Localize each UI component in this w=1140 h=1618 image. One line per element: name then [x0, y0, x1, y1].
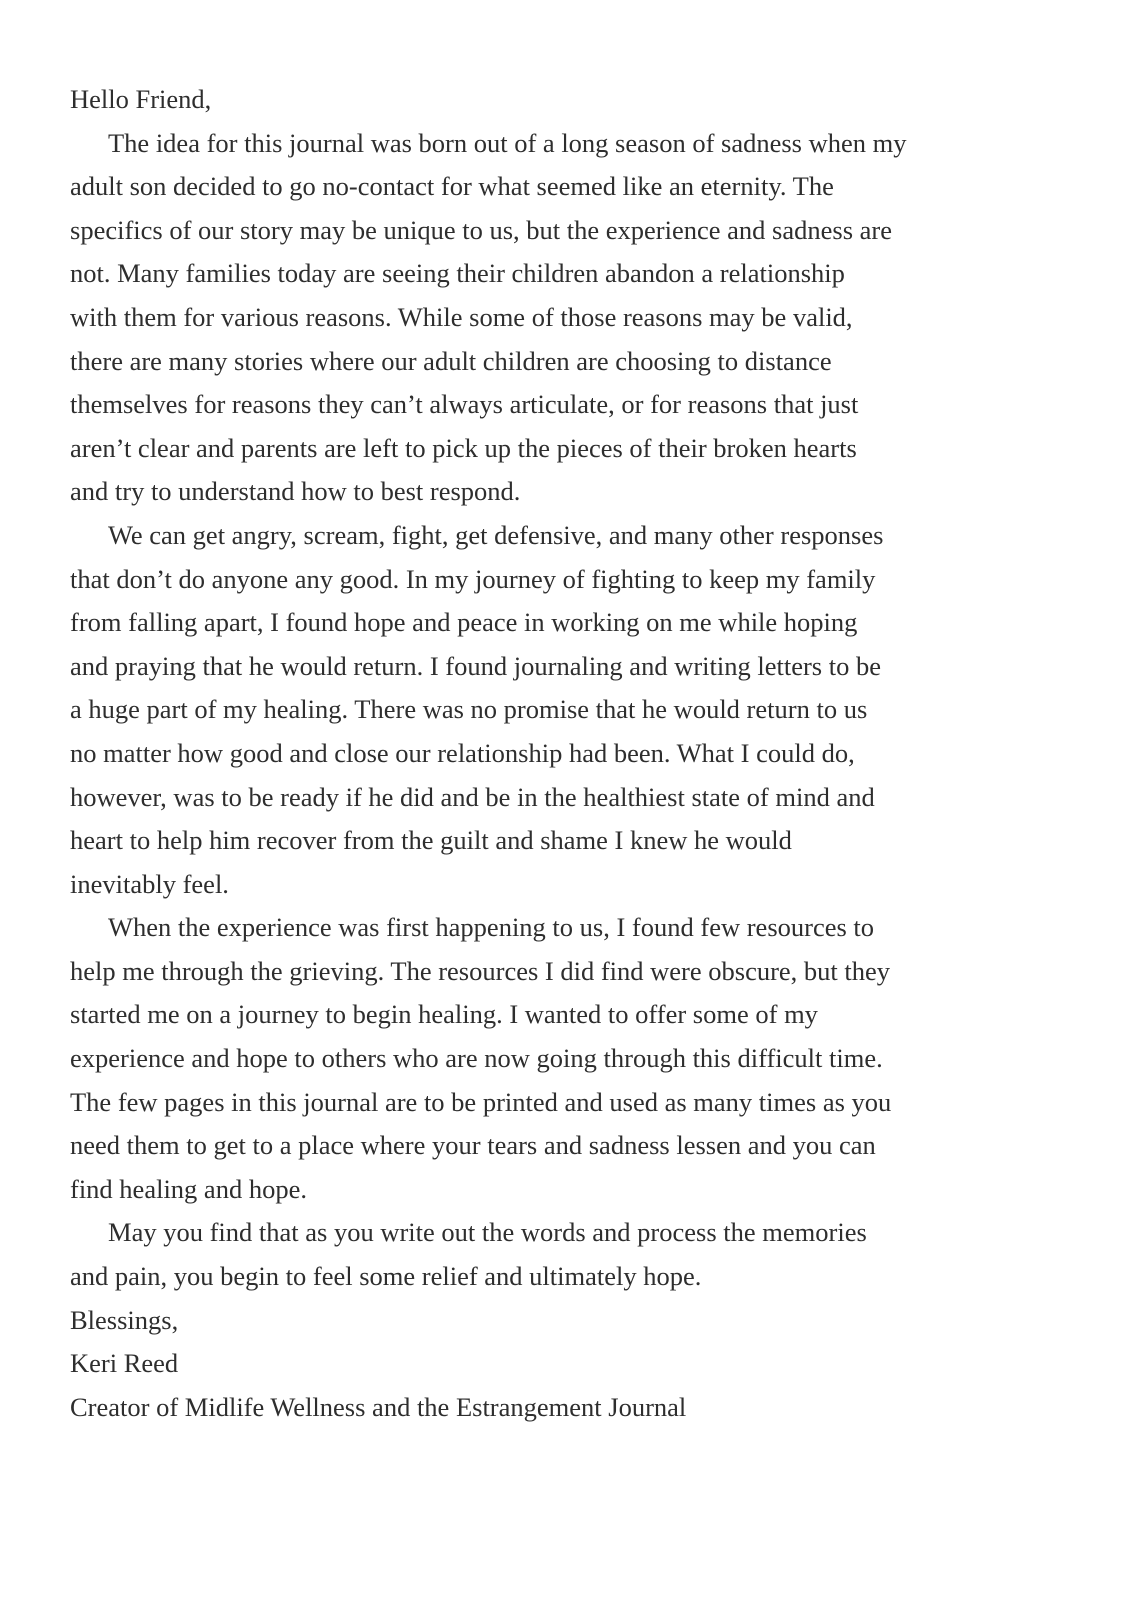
letter-line: When the experience was first happening to us, I found few resources to: [108, 912, 875, 943]
letter-line: inevitably feel.: [70, 868, 229, 899]
letter-line: that don’t do anyone any good. In my journey of fighting to keep my family: [70, 563, 876, 594]
letter-line: from falling apart, I found hope and peace in working on me while hoping: [70, 607, 858, 638]
letter-line: experience and hope to others who are now going through this difficult time.: [70, 1043, 883, 1074]
letter-line: heart to help him recover from the guilt and shame I knew he would: [70, 825, 792, 856]
letter-line: specifics of our story may be unique to us, but the experience and sadness are: [70, 214, 892, 245]
letter-line: adult son decided to go no-contact for what seemed like an eternity. The: [70, 171, 834, 202]
letter-line: no matter how good and close our relationship had been. What I could do,: [70, 737, 855, 768]
letter-line: and try to understand how to best respond.: [70, 476, 521, 507]
letter-line: We can get angry, scream, fight, get defensive, and many other responses: [108, 519, 884, 550]
signature-title: Creator of Midlife Wellness and the Estrangement Journal: [70, 1391, 687, 1422]
closing: Blessings,: [70, 1304, 179, 1335]
letter-line: May you find that as you write out the words and process the memories: [108, 1217, 867, 1248]
letter-line: find healing and hope.: [70, 1173, 307, 1204]
letter-line: with them for various reasons. While some of those reasons may be valid,: [70, 301, 853, 332]
letter-line: a huge part of my healing. There was no promise that he would return to us: [70, 694, 868, 725]
greeting: Hello Friend,: [70, 84, 212, 114]
signature-name: Keri Reed: [70, 1348, 179, 1379]
letter-line: started me on a journey to begin healing. I wanted to offer some of my: [70, 999, 818, 1030]
letter-line: not. Many families today are seeing their children abandon a relationship: [70, 258, 845, 289]
letter-body: [70, 122, 1070, 1299]
letter-line: help me through the grieving. The resources I did find were obscure, but they: [70, 955, 891, 986]
letter-line: themselves for reasons they can’t always articulate, or for reasons that just: [70, 389, 859, 420]
letter-line: however, was to be ready if he did and be in the healthiest state of mind and: [70, 781, 875, 812]
letter: [70, 78, 1070, 1429]
letter-line: there are many stories where our adult children are choosing to distance: [70, 345, 832, 376]
letter-line: The idea for this journal was born out of a long season of sadness when my: [108, 127, 907, 158]
letter-line: The few pages in this journal are to be printed and used as many times as you: [70, 1086, 892, 1117]
letter-line: aren’t clear and parents are left to pick up the pieces of their broken hearts: [70, 432, 857, 463]
letter-line: and pain, you begin to feel some relief and ultimately hope.: [70, 1261, 702, 1292]
letter-line: and praying that he would return. I found journaling and writing letters to be: [70, 650, 881, 681]
letter-line: need them to get to a place where your tears and sadness lessen and you can: [70, 1130, 876, 1161]
